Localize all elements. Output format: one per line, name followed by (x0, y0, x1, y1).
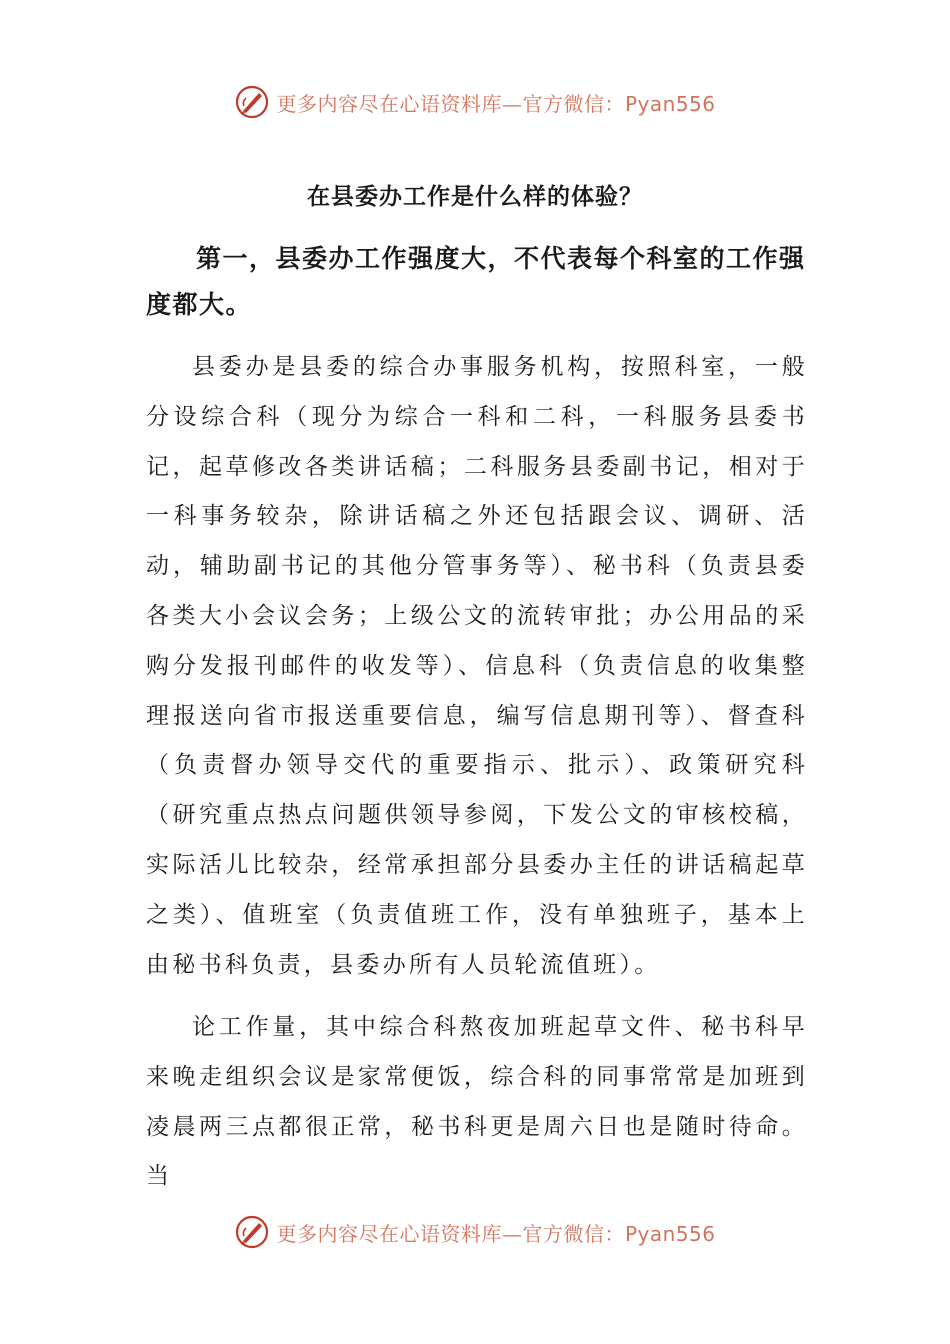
footer-watermark-banner (0, 1210, 950, 1254)
watermark-label: 更多内容尽在心语资料库—官方微信： (276, 1221, 625, 1246)
body-paragraph-2: 论工作量，其中综合科熬夜加班起草文件、秘书科早来晚走组织会议是家常便饭，综合科的同事常常是加班到凌晨两三点都很正常，秘书科更是周六日也是随时待命。当 (146, 1014, 808, 1190)
body-paragraph-1: 县委办是县委的综合办事服务机构，按照科室，一般分设综合科（现分为综合一科和二科，一科服务县委书记，起草修改各类讲话稿；二科服务县委副书记，相对于一科事务较杂，除讲话稿之外还包括跟会议、调研、活动，辅助副书记的其他分管事务等）、秘书科（负责县委各类大小会议会务；上级公文的流转审批；办公用品的采购分发报刊邮件的收发等）、信息科（负责信息的收集整理报送向省市报送重要信息，编写信息期刊等）、督查科（负责督办领导交代的重要指示、批示）、政策研究科（研究重点热点问题供领导参阅，下发公文的审核校稿，实际活儿比较杂，经常承担部分县委办主任的讲话稿起草之类）、值班室（负责值班工作，没有单独班子，基本上由秘书科负责，县委办所有人员轮流值班）。 (146, 354, 808, 978)
header-watermark-banner (0, 80, 950, 124)
wechat-id: Pyan556 (624, 1221, 716, 1246)
watermark-text (276, 1218, 715, 1247)
section-heading: 第一，县委办工作强度大，不代表每个科室的工作强度都大。 (146, 244, 806, 319)
watermark-label: 更多内容尽在心语资料库—官方微信： (276, 91, 625, 116)
watermark-text (276, 88, 715, 117)
page-title: 在县委办工作是什么样的体验？ (307, 184, 643, 210)
wechat-id: Pyan556 (624, 91, 716, 116)
quill-logo-icon (234, 84, 270, 120)
quill-logo-icon (234, 1214, 270, 1250)
